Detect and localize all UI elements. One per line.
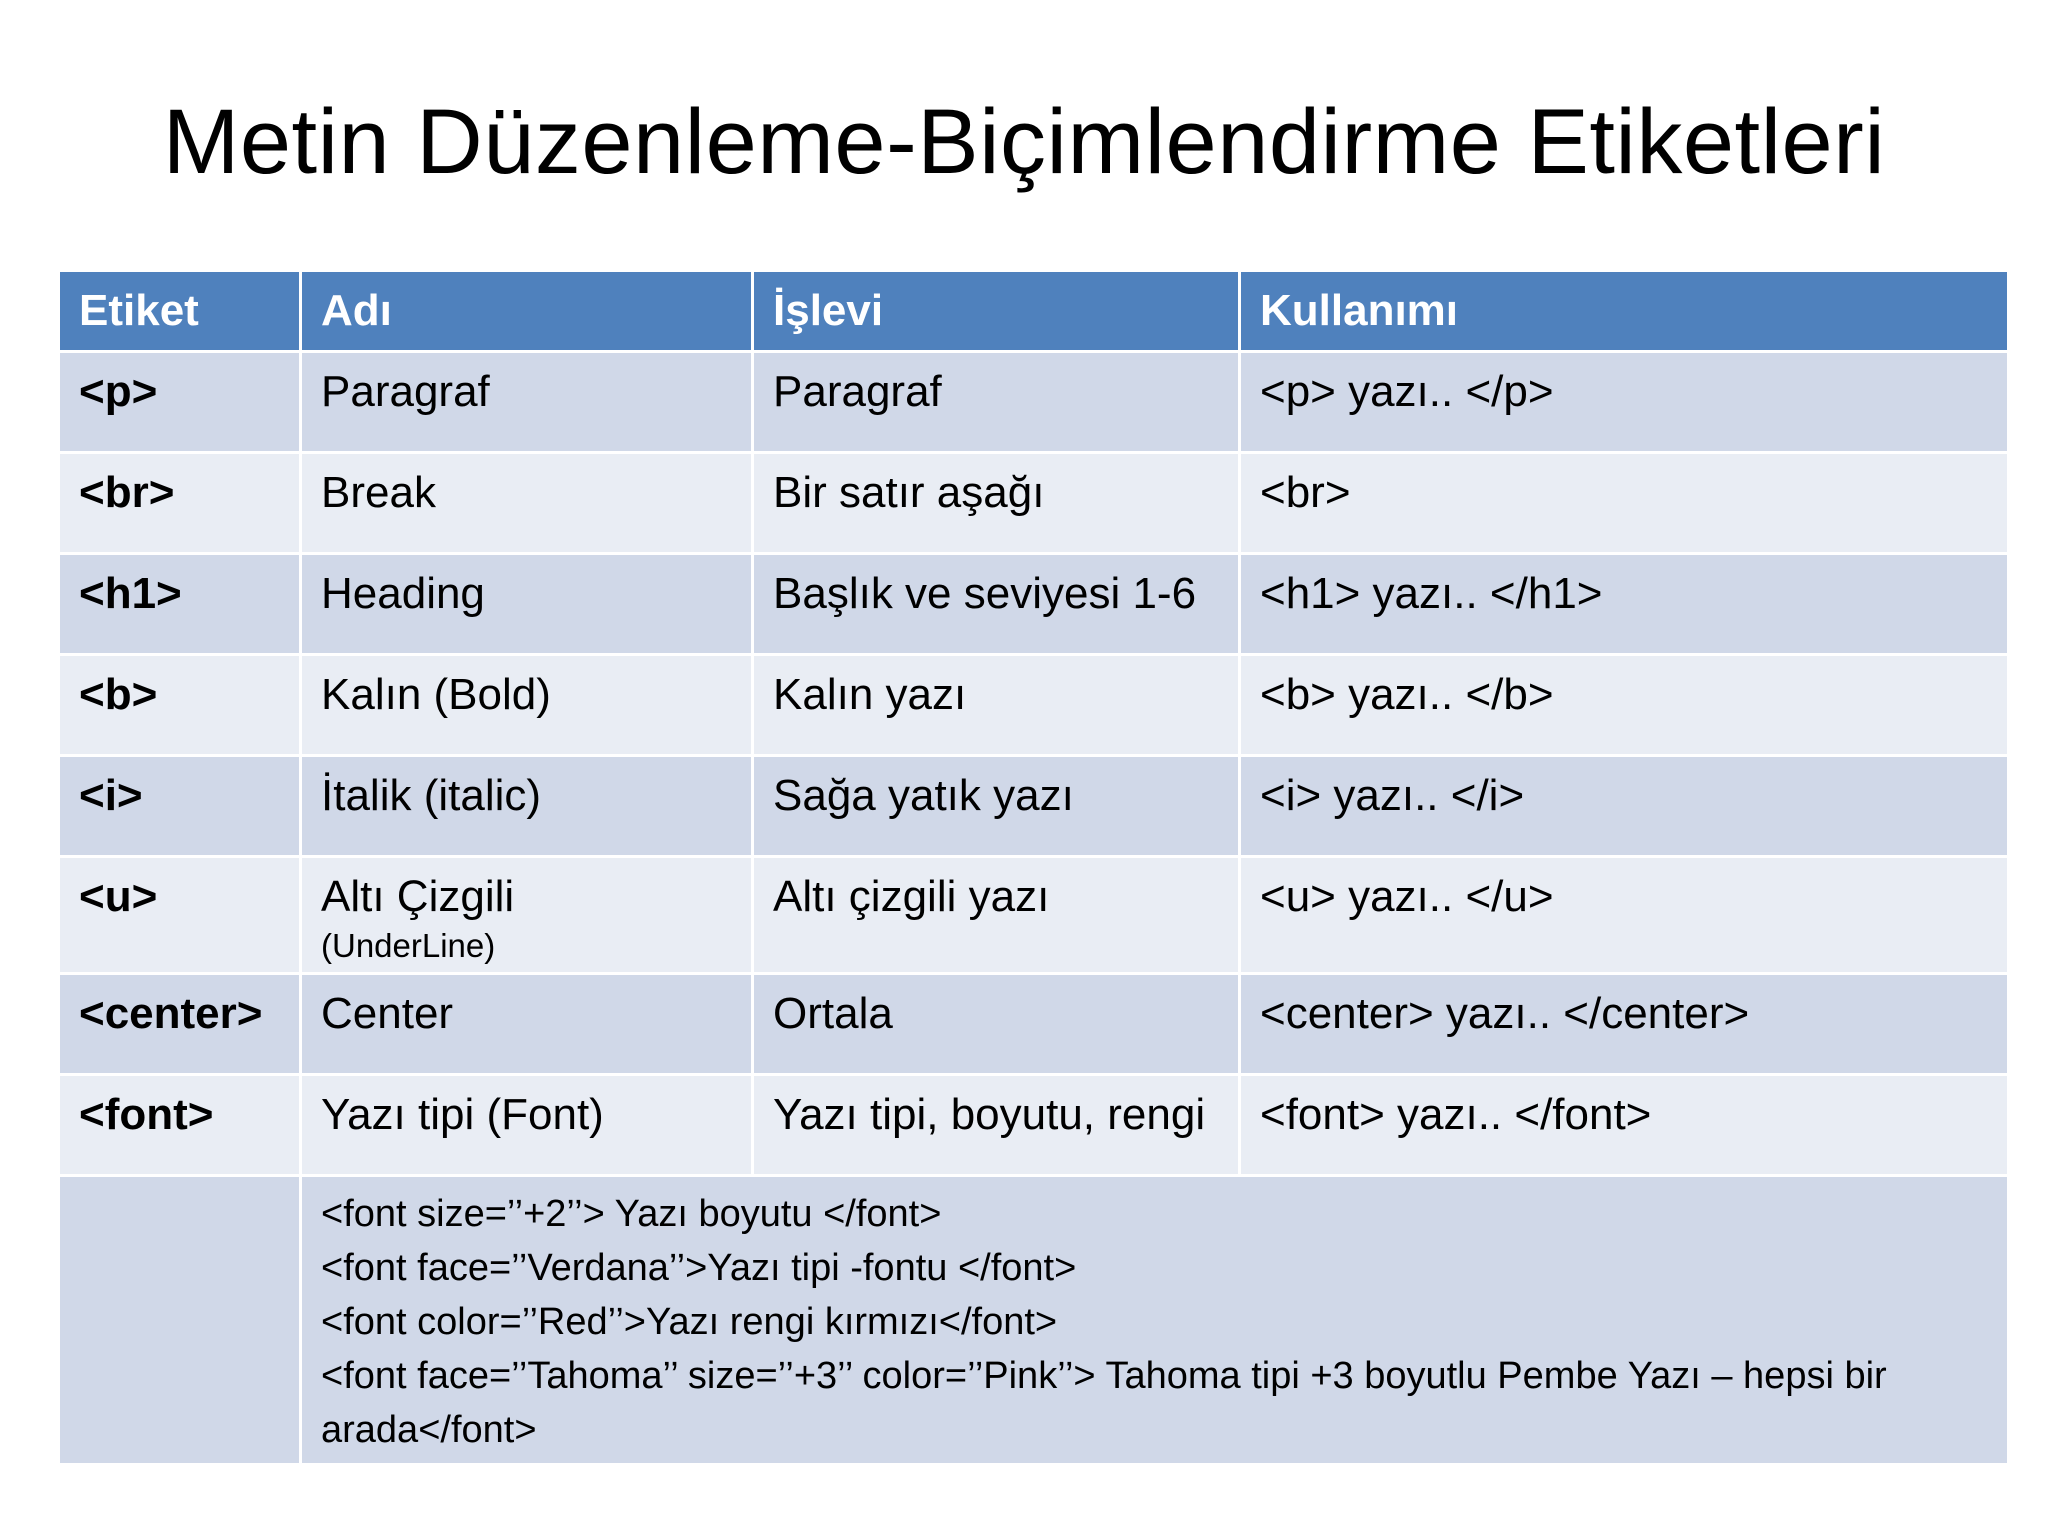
- font-example-line: <font size=’’+2’’> Yazı boyutu </font>: [321, 1193, 942, 1236]
- font-examples-row: [59, 1176, 2009, 1465]
- function-cell: Bir satır aşağı: [753, 453, 1240, 554]
- usage-cell: <center> yazı.. </center>: [1240, 974, 2009, 1075]
- table-row: [59, 453, 2009, 554]
- tag-cell: <b>: [59, 655, 301, 756]
- table-row: [59, 655, 2009, 756]
- table-row: [59, 756, 2009, 857]
- column-header-etiket: Etiket: [59, 271, 301, 352]
- name-cell: Yazı tipi (Font): [301, 1075, 753, 1176]
- function-cell: Başlık ve seviyesi 1-6: [753, 554, 1240, 655]
- function-cell: Altı çizgili yazı: [753, 857, 1240, 974]
- function-cell: Ortala: [753, 974, 1240, 1075]
- tag-cell: <center>: [59, 974, 301, 1075]
- name-cell: Break: [301, 453, 753, 554]
- column-header-kullanimi: Kullanımı: [1240, 271, 2009, 352]
- table-row: [59, 974, 2009, 1075]
- tag-cell: <font>: [59, 1075, 301, 1176]
- tag-cell: <u>: [59, 857, 301, 974]
- table-row: [59, 554, 2009, 655]
- tag-table: [57, 269, 2010, 1466]
- name-cell: İtalik (italic): [301, 756, 753, 857]
- slide-title: Metin Düzenleme-Biçimlendirme Etiketleri: [162, 91, 1886, 193]
- column-header-islevi: İşlevi: [753, 271, 1240, 352]
- usage-cell: <p> yazı.. </p>: [1240, 352, 2009, 453]
- tag-cell: <i>: [59, 756, 301, 857]
- usage-cell: <font> yazı.. </font>: [1240, 1075, 2009, 1176]
- name-cell: Center: [301, 974, 753, 1075]
- table-row: [59, 352, 2009, 453]
- function-cell: Yazı tipi, boyutu, rengi: [753, 1075, 1240, 1176]
- usage-cell: <br>: [1240, 453, 2009, 554]
- usage-cell: <h1> yazı.. </h1>: [1240, 554, 2009, 655]
- tag-cell: <p>: [59, 352, 301, 453]
- font-example-line: <font face=’’Tahoma’’ size=’’+3’’ color=’’Pink’’> Tahoma tipi +3 boyutlu Pembe Yazı – hepsi bir arada</font>: [321, 1355, 1887, 1452]
- usage-cell: <b> yazı.. </b>: [1240, 655, 2009, 756]
- function-cell: Paragraf: [753, 352, 1240, 453]
- name-note: (UnderLine): [321, 927, 496, 965]
- font-examples-cell: [301, 1176, 2009, 1465]
- name-cell: Kalın (Bold): [301, 655, 753, 756]
- empty-tag-cell: [59, 1176, 301, 1465]
- column-header-adi: Adı: [301, 271, 753, 352]
- table-row: [59, 1075, 2009, 1176]
- table-header-row: [59, 271, 2009, 352]
- font-example-line: <font face=’’Verdana’’>Yazı tipi -fontu </font>: [321, 1247, 1077, 1290]
- tag-cell: <br>: [59, 453, 301, 554]
- font-example-line: <font color=’’Red’’>Yazı rengi kırmızı</font>: [321, 1301, 1058, 1344]
- usage-cell: <u> yazı.. </u>: [1240, 857, 2009, 974]
- name-cell: [301, 857, 753, 974]
- function-cell: Kalın yazı: [753, 655, 1240, 756]
- name-cell: Paragraf: [301, 352, 753, 453]
- tag-cell: <h1>: [59, 554, 301, 655]
- usage-cell: <i> yazı.. </i>: [1240, 756, 2009, 857]
- table-row: [59, 857, 2009, 974]
- name-cell: Heading: [301, 554, 753, 655]
- function-cell: Sağa yatık yazı: [753, 756, 1240, 857]
- name-text: Altı Çizgili: [321, 872, 515, 921]
